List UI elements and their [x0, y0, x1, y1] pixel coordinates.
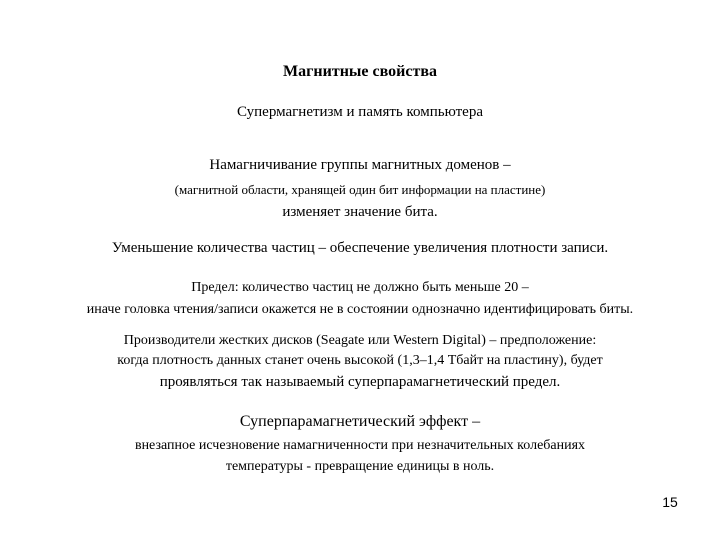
paragraph-5-heading: Суперпарамагнетический эффект –	[239, 413, 481, 430]
slide-title: Магнитные свойства	[283, 63, 437, 80]
page-number: 15	[662, 494, 678, 510]
paragraph-3-line-1: Предел: количество частиц не должно быть меньше 20 –	[191, 280, 529, 295]
paragraph-4-line-3: проявляться так называемый суперпарамагнетический предел.	[159, 374, 561, 390]
paragraph-4-line-1: Производители жестких дисков (Seagate или Western Digital) – предположение:	[123, 333, 597, 348]
paragraph-3-line-2: иначе головка чтения/записи окажется не в состоянии однозначно идентифицировать биты.	[86, 302, 634, 317]
paragraph-5-line-2: внезапное исчезновение намагниченности при незначительных колебаниях	[134, 438, 586, 453]
paragraph-1-line-1: Намагничивание группы магнитных доменов –	[209, 157, 511, 173]
paragraph-4-line-2: когда плотность данных станет очень высокой (1,3–1,4 Тбайт на пластину), будет	[117, 353, 603, 368]
paragraph-2: Уменьшение количества частиц – обеспечение увеличения плотности записи.	[111, 240, 609, 256]
paragraph-5-line-3: температуры - превращение единицы в ноль.	[225, 459, 495, 474]
paragraph-1-line-2: (магнитной области, хранящей один бит информации на пластине)	[174, 182, 546, 197]
paragraph-1-line-3: изменяет значение бита.	[282, 204, 438, 220]
slide-subtitle: Супермагнетизм и память компьютера	[237, 104, 483, 120]
